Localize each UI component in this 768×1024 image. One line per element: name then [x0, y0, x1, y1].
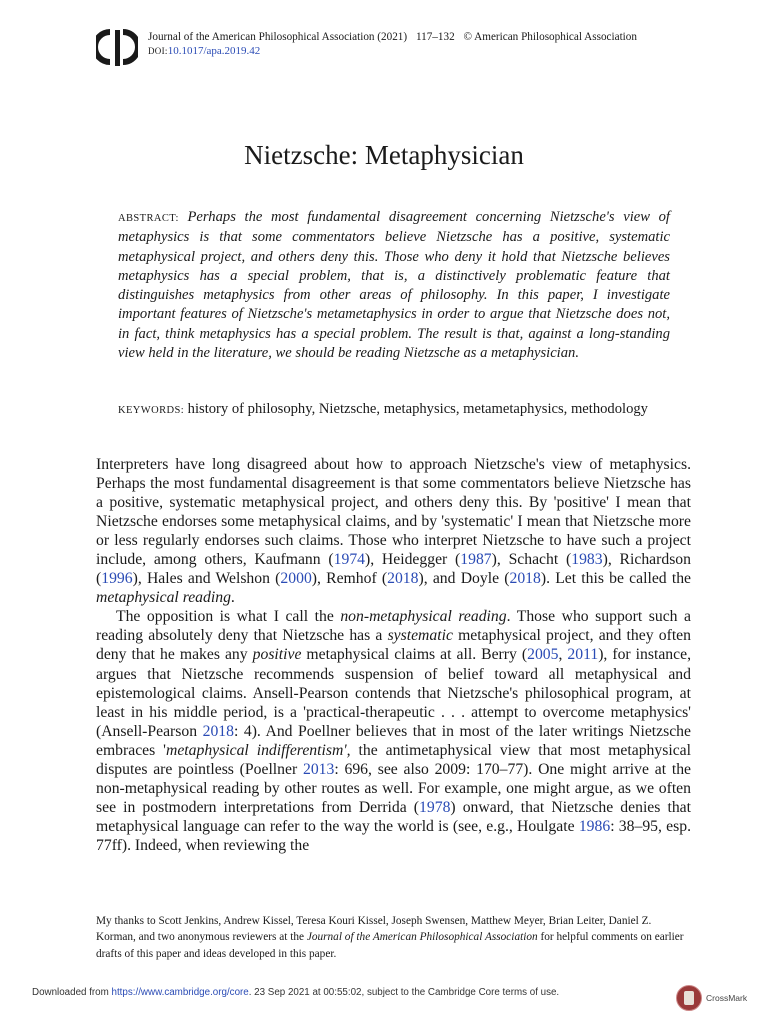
abstract — [118, 208, 670, 363]
text: My thanks to Scott Jenkins, Andrew Kissel, Teresa Kouri Kissel, Joseph Swensen, Matthew Meyer, Brian Leiter, Daniel Z. Korman, and two anonymous reviewers at the — [96, 915, 652, 944]
text: ), Heidegger ( — [365, 551, 461, 569]
text: ), and Doyle ( — [418, 570, 510, 588]
paragraph-1 — [96, 455, 691, 607]
citation-link[interactable]: 1978 — [419, 798, 451, 816]
text: ), Hales and Welshon ( — [132, 570, 281, 588]
journal-name: Journal of the American Philosophical Association (2021) — [148, 31, 408, 43]
text: ), Richardson ( — [96, 551, 691, 588]
keywords — [118, 400, 670, 420]
doi-link[interactable]: 10.1017/apa.2019.42 — [167, 45, 261, 57]
doi-label: DOI: — [148, 46, 168, 56]
keywords-text: history of philosophy, Nietzsche, metaphysics, metametaphysics, methodology — [187, 401, 648, 417]
text: Downloaded from — [32, 987, 112, 998]
text: . — [230, 589, 235, 607]
citation-link[interactable]: 2013 — [302, 760, 335, 778]
text: : 696, see also 2009: 170–77). One might arrive at the non-metaphysical reading by other routes as well. For example, one might argue, as we often see in postmodern interpretations from Derrida ( — [96, 760, 692, 816]
citation-link[interactable]: 1986 — [578, 817, 611, 835]
text: ), for instance, argues that Nietzsche recommends suspension of belief toward all metaphysical and epistemological claims. Ansell-Pearson contends that Nietzsche's philosophical program, at least in his middle period, is a 'practical-therapeutic . . . attempt to overcome metaphysics' (Ansell-Pearson — [96, 646, 691, 740]
keywords-label: KEYWORDS: — [118, 405, 185, 416]
text: , — [558, 646, 568, 664]
cambridge-core-link[interactable]: https://www.cambridge.org/core — [111, 987, 249, 998]
emphasis: metaphysical indifferentism', — [166, 741, 351, 759]
text: ). Let this be called the — [540, 570, 692, 588]
footnote — [96, 913, 691, 962]
citation-link[interactable]: 1983 — [571, 551, 603, 569]
running-header — [148, 30, 708, 58]
text: ), Schacht ( — [491, 551, 572, 569]
text: . Those who support such a reading absolutely deny that Nietzsche has a — [96, 608, 691, 645]
text: The opposition is what I call the — [116, 608, 341, 626]
article-title: Nietzsche: Metaphysician — [244, 140, 524, 170]
page-range: 117–132 — [415, 31, 455, 43]
citation-link[interactable]: 1987 — [460, 551, 492, 569]
citation-link[interactable]: 2018 — [387, 570, 419, 588]
emphasis: non-metaphysical reading — [340, 608, 507, 626]
text: . 23 Sep 2021 at 00:55:02, subject to the Cambridge Core terms of use. — [248, 987, 560, 998]
text: the antimetaphysical view that most metaphysical disputes are pointless (Poellner — [96, 741, 691, 778]
crossmark-label: CrossMark — [706, 993, 748, 1003]
citation-link[interactable]: 2018 — [509, 570, 541, 588]
citation-link[interactable]: 2000 — [280, 570, 312, 588]
body-text — [96, 455, 691, 855]
emphasis: metaphysical reading — [96, 589, 231, 607]
citation-link[interactable]: 2018 — [202, 722, 234, 740]
citation-link[interactable]: 2005 — [527, 646, 559, 664]
text: for helpful comments on earlier drafts of this paper and ideas developed in this paper. — [96, 931, 684, 960]
apa-logo-icon — [96, 28, 138, 66]
text: Interpreters have long disagreed about how to approach Nietzsche's view of metaphysics. Perhaps the most fundamental disagreement is that some commentators believe Nietzsche has a positive, systematic metaphysical project, and others deny this. By 'positive' I mean that Nietzsche endorses some metaphysical claims, and by 'systematic' I mean that Nietzsche more or less regularly endorses such claims. Those who interpret Nietzsche to have such a project include, among others, Kaufmann ( — [96, 456, 691, 569]
crossmark-icon — [676, 985, 702, 1011]
abstract-text: Perhaps the most fundamental disagreement concerning Nietzsche's view of metaphysics is that some commentators believe Nietzsche has a positive, systematic metaphysical project, and others deny this. Those who deny it hold that Nietzsche believes metaphysics has a special problem, that is, a distinctively problematic feature that distinguishes metaphysics from other areas of philosophy. In this paper, I investigate important features of Nietzsche's metametaphysics in order to argue that Nietzsche does not, in fact, think metaphysics has a special problem. The result is that, against a long-standing view held in the literature, we should be reading Nietzsche as a metaphysician. — [118, 209, 670, 362]
text: ), Remhof ( — [311, 570, 388, 588]
emphasis: Journal of the American Philosophical Association — [306, 931, 538, 944]
abstract-label: ABSTRACT: — [118, 213, 179, 224]
paragraph-2 — [96, 607, 691, 855]
citation-link[interactable]: 1996 — [101, 570, 133, 588]
download-notice — [32, 987, 559, 998]
text: : 38–95, esp. 77ff). Indeed, when reviewing the — [96, 817, 691, 854]
citation-link[interactable]: 2011 — [567, 646, 599, 664]
text: ) onward, that Nietzsche denies that metaphysical language can refer to the way the world is (see, e.g., Houlgate — [96, 798, 691, 835]
citation-link[interactable]: 1974 — [333, 551, 365, 569]
text: metaphysical project, and they often deny that he makes any — [96, 627, 691, 664]
text: : 4). And Poellner believes that in most of the later writings Nietzsche embraces ' — [96, 722, 691, 759]
text: metaphysical claims at all. Berry ( — [301, 646, 528, 664]
emphasis: positive — [252, 646, 302, 664]
emphasis: systematic — [387, 627, 453, 645]
copyright: © American Philosophical Association — [463, 31, 637, 43]
crossmark-badge[interactable] — [676, 985, 756, 1011]
